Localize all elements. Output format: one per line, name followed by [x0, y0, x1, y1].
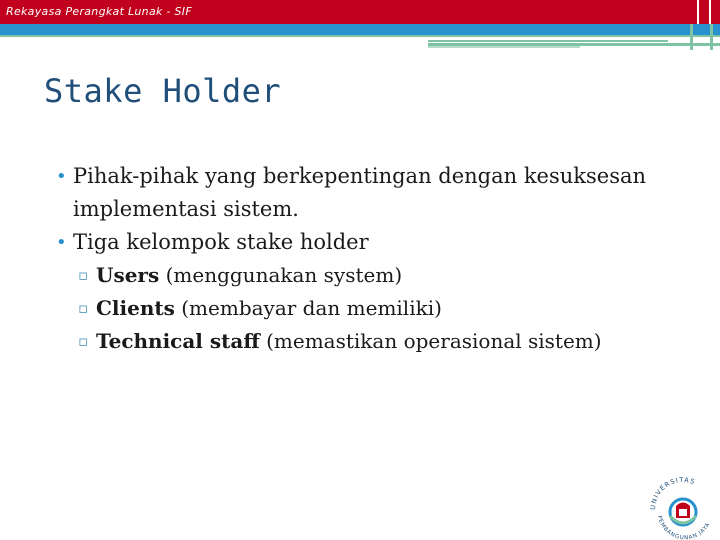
sub-bullet-desc: (memastikan operasional sistem) [259, 329, 602, 353]
svg-text:PEMBANGUNAN JAYA [656, 515, 712, 540]
slide-body [56, 160, 656, 358]
sub-bullet-term: Clients [96, 296, 175, 320]
square-bullet-icon: ▫ [78, 332, 89, 350]
bullet-item [56, 160, 656, 226]
bullet-item [56, 226, 656, 259]
bullet-dot-icon: • [56, 232, 67, 253]
sub-bullet-term: Users [96, 263, 160, 287]
sub-bullet-desc: (membayar dan memiliki) [174, 296, 442, 320]
sub-bullet-item [78, 292, 656, 325]
bullet-text: Pihak-pihak yang berkepentingan dengan kesuksesan implementasi sistem. [73, 164, 647, 221]
header-divider [709, 0, 711, 24]
sub-bullet-desc: (menggunakan system) [159, 263, 403, 287]
header-vertical-accent [710, 24, 713, 50]
square-bullet-icon: ▫ [78, 266, 89, 284]
sub-bullet-term: Technical staff [96, 329, 260, 353]
logo-top-text: UNIVERSITAS [648, 475, 697, 511]
header-vertical-accent [690, 24, 693, 50]
course-label: Rekayasa Perangkat Lunak - SIF [6, 5, 192, 18]
header-stripe-inner [428, 40, 668, 42]
header-blue-band [0, 24, 720, 35]
header-short-line [428, 46, 580, 48]
bullet-text: Tiga kelompok stake holder [73, 230, 369, 254]
slide-title: Stake Holder [44, 72, 282, 110]
sub-bullet-list [78, 259, 656, 358]
header-divider [697, 0, 699, 24]
university-logo-icon [646, 466, 720, 540]
sub-bullet-item [78, 325, 656, 358]
square-bullet-icon: ▫ [78, 299, 89, 317]
bullet-dot-icon: • [56, 166, 67, 187]
logo-bottom-text: PEMBANGUNAN JAYA [655, 515, 712, 540]
sub-bullet-item [78, 259, 656, 292]
